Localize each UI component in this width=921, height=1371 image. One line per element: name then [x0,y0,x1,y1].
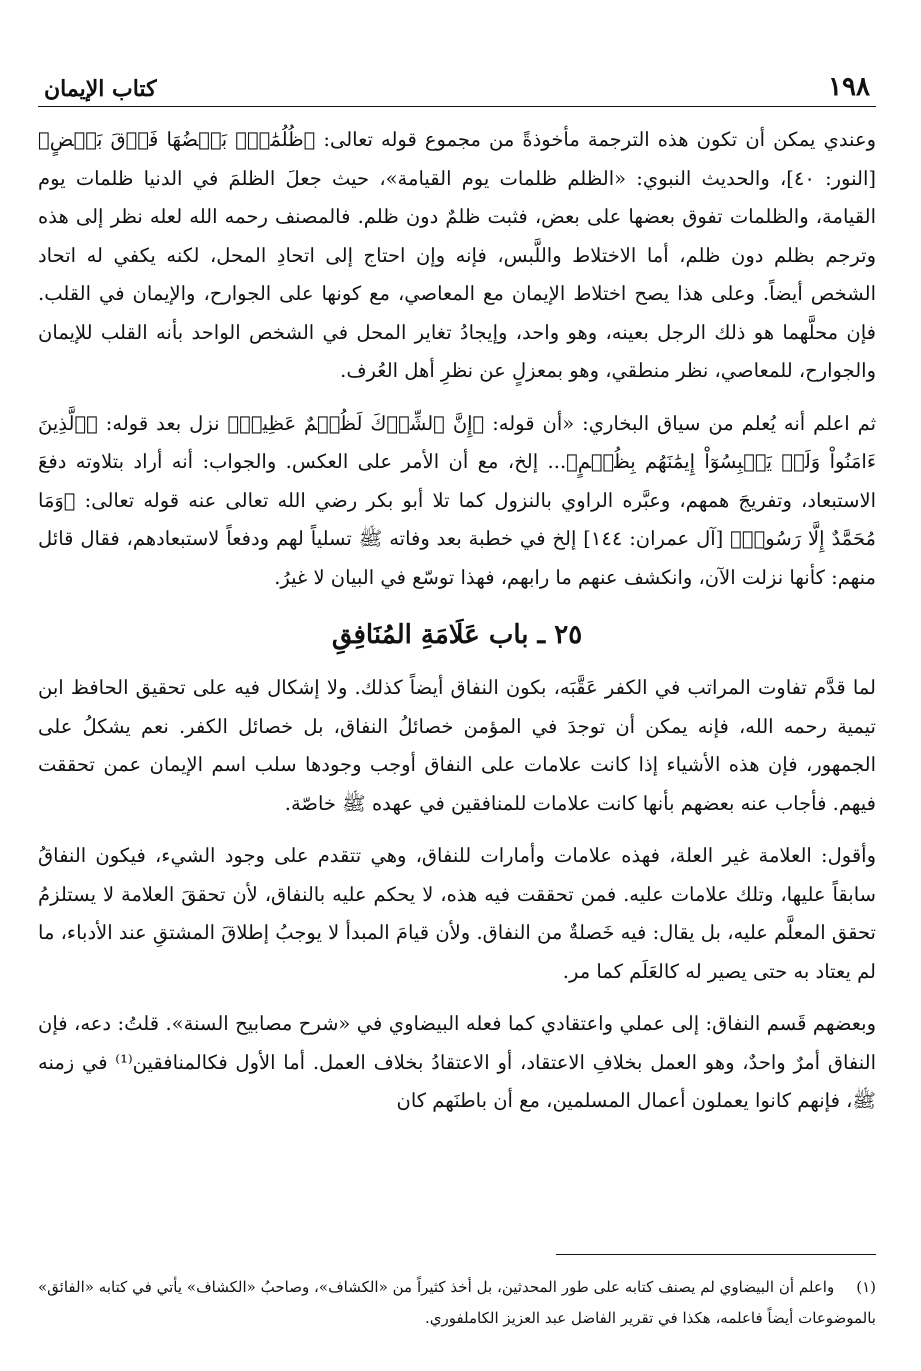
book-title: كتاب الإيمان [44,76,157,102]
footnote-divider [556,1254,876,1255]
paragraph: وعندي يمكن أن تكون هذه الترجمة مأخوذةً من مجموع قوله تعالى: ﴿ظُلُمَٰتُۢ بَعۡضُهَا فَوۡقَ بَعۡضٍ﴾ [النور: ٤٠]، والحديث النبوي: «الظلم ظلمات يوم القيامة»، حيث جعلَ الظلمَ في الدنيا ظلمات يوم القيامة، والظلمات تفوق بعضها على بعض، فثبت ظلمٌ دون ظلم. فالمصنف رحمه الله لعله نظر إلى هذه وترجم بظلم دون ظلم، أما الاختلاط واللَّبس، فإنه وإن احتاج إلى اتحادِ المحل، لكنه يكفي له اتحاد الشخص أيضاً. وعلى هذا يصح اختلاط الإيمان مع المعاصي، مع كونها على الجوارح، والإيمان في القلب. فإن محلَّهما هو ذلك الرجل بعينه، وهو واحد، وإيجادُ تغاير المحل في الشخص الواحد بأنه القلب للإيمان والجوارح، للمعاصي، نظر منطقي، وهو بمعزلٍ عن نظرِ أهل العُرف. [38,128,876,382]
footnote [38,1272,876,1334]
page [38,62,876,1135]
page-number: ١٩٨ [828,72,870,102]
running-header [38,62,876,107]
footnotes [38,1272,876,1334]
paragraph: لما قدَّم تفاوت المراتب في الكفر عَقَّبَه، بكون النفاق أيضاً كذلك. ولا إشكال فيه على تحقيق الحافظ ابن تيمية رحمه الله، فإنه يمكن أن توجدَ في المؤمن خصائلُ النفاق، بل خصائل الكفر. نعم يشكلُ على الجمهور، فإن هذه الأشياء إذا كانت علامات على النفاق أوجب وجودها سلب اسم الإيمان عمن تحققت فيهم. فأجاب عنه بعضهم بأنها كانت علامات للمنافقين في عهده ﷺ خاصّة. [38,676,876,815]
footnote-marker: (١) [856,1278,876,1296]
page-body [38,121,876,1121]
chapter-heading: ٢٥ ـ باب عَلَامَةِ المُنَافِقِ [331,620,583,650]
footnote-text: واعلم أن البيضاوي لم يصنف كتابه على طور المحدثين، بل أخذ كثيراً من «الكشاف»، وصاحبُ «الكشاف» يأتي في كتابه «الفائق» بالموضوعات أيضاً فاعلمه، هكذا في تقرير الفاضل عبد العزيز الكاملفوري. [38,1278,876,1327]
paragraph: ثم اعلم أنه يُعلم من سياق البخاري: «أن قوله: ﴿إِنَّ ٱلشِّرۡكَ لَظُلۡمٌ عَظِيمٞ﴾ نزل بعد قوله: ﴿ٱلَّذِينَ ءَامَنُواْ وَلَمۡ يَلۡبِسُوٓاْ إِيمَٰنَهُم بِظُلۡمٍ﴾... إلخ، مع أن الأمر على العكس. والجواب: أنه أراد بتلاوته دفعَ الاستبعاد، وتفريجَ همهم، وعبَّره الراوي بالنزول كما تلا أبو بكر رضي الله تعالى عنه قوله تعالى: ﴿وَمَا مُحَمَّدٌ إِلَّا رَسُولٞ﴾ [آل عمران: ١٤٤] إلخ في خطبة بعد وفاته ﷺ تسلياً لهم ودفعاً لاستبعادهم، فقال قائل منهم: كأنها نزلت الآن، وانكشف عنهم ما رابهم، فهذا توسّع في البيان لا غيرُ. [38,411,876,589]
paragraph: وبعضهم قَسم النفاق: إلى عملي واعتقادي كما فعله البيضاوي في «شرح مصابيح السنة». قلتُ: دعه، فإن النفاق أمرٌ واحدٌ، وهو العمل بخلافِ الاعتقاد، أو الاعتقادُ بخلاف العمل. أما الأول فكالمنافقين⁽¹⁾ في زمنه ﷺ، فإنهم كانوا يعملون أعمال المسلمين، مع أن باطنَهم كان [38,1012,877,1112]
paragraph: وأقول: العلامة غير العلة، فهذه علامات وأمارات للنفاق، وهي تتقدم على وجود الشيء، فيكون النفاقُ سابقاً عليها، وتلك علامات عليه. فمن تحققت فيه هذه، لا يحكم عليه بالنفاق، لأن تحققَ العلامة لا يستلزمُ تحقق المعلَّم عليه، بل يقال: فيه خَصلةٌ من النفاق. ولأن قيامَ المبدأ لا يوجبُ إطلاقَ المشتقِ عند الأدباء، ما لم يعتاد به حتى يصير له كالعَلَم كما مر. [38,844,876,983]
